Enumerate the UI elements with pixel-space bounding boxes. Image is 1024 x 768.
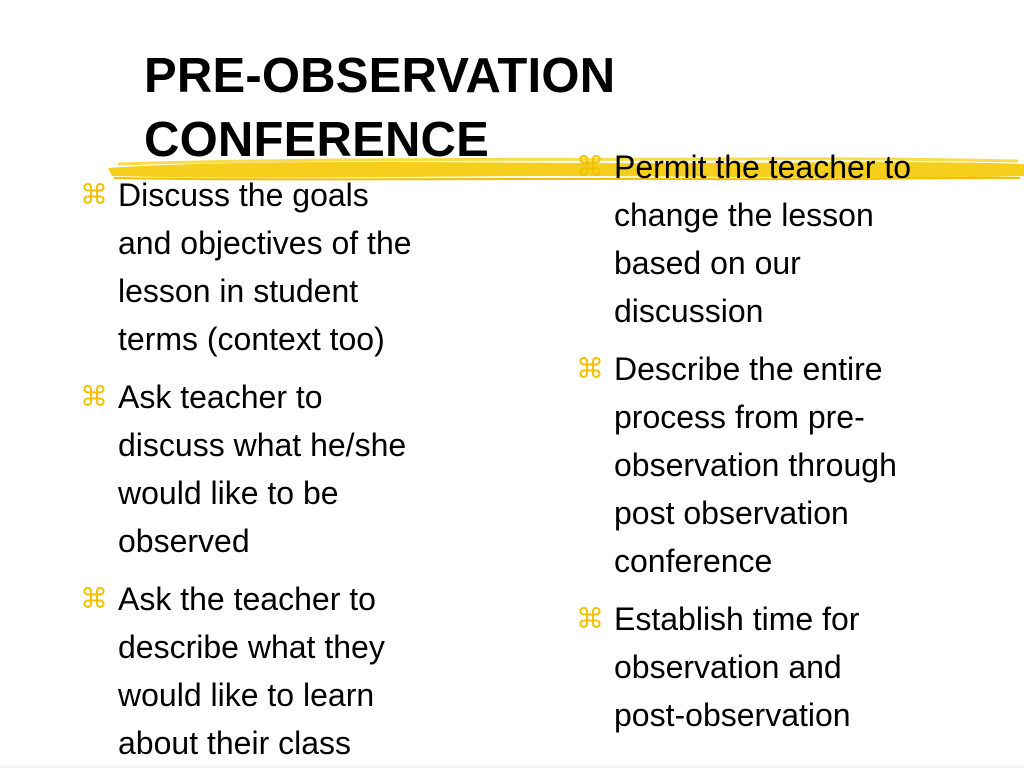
command-key-bullet-icon: ⌘ bbox=[80, 380, 108, 413]
bullet-item bbox=[576, 595, 996, 739]
bullet-item bbox=[80, 575, 500, 767]
slide-title-line-2: CONFERENCE bbox=[144, 113, 490, 167]
bullet-text: Discuss the goals and objectives of the lesson in student terms (context too) bbox=[118, 177, 412, 357]
slide-title-line-1: PRE-OBSERVATION bbox=[144, 49, 616, 103]
command-key-bullet-icon: ⌘ bbox=[576, 150, 604, 183]
bullet-text: Establish time for observation and post-observation bbox=[614, 601, 860, 733]
bullet-item bbox=[80, 171, 500, 363]
bullet-text: Permit the teacher to change the lesson based on our discussion bbox=[614, 149, 912, 329]
command-key-bullet-icon: ⌘ bbox=[80, 178, 108, 211]
command-key-bullet-icon: ⌘ bbox=[576, 352, 604, 385]
bullet-text: Ask teacher to discuss what he/she would like to be observed bbox=[118, 379, 407, 559]
command-key-bullet-icon: ⌘ bbox=[576, 602, 604, 635]
bullet-text: Describe the entire process from pre- observation through post observation conference bbox=[614, 351, 897, 579]
bullet-item bbox=[80, 373, 500, 565]
right-bullet-column bbox=[576, 143, 996, 749]
bullet-item bbox=[576, 143, 996, 335]
left-bullet-column bbox=[80, 171, 500, 768]
bullet-text: Ask the teacher to describe what they would like to learn about their class bbox=[118, 581, 385, 761]
command-key-bullet-icon: ⌘ bbox=[80, 582, 108, 615]
bullet-item bbox=[576, 345, 996, 585]
